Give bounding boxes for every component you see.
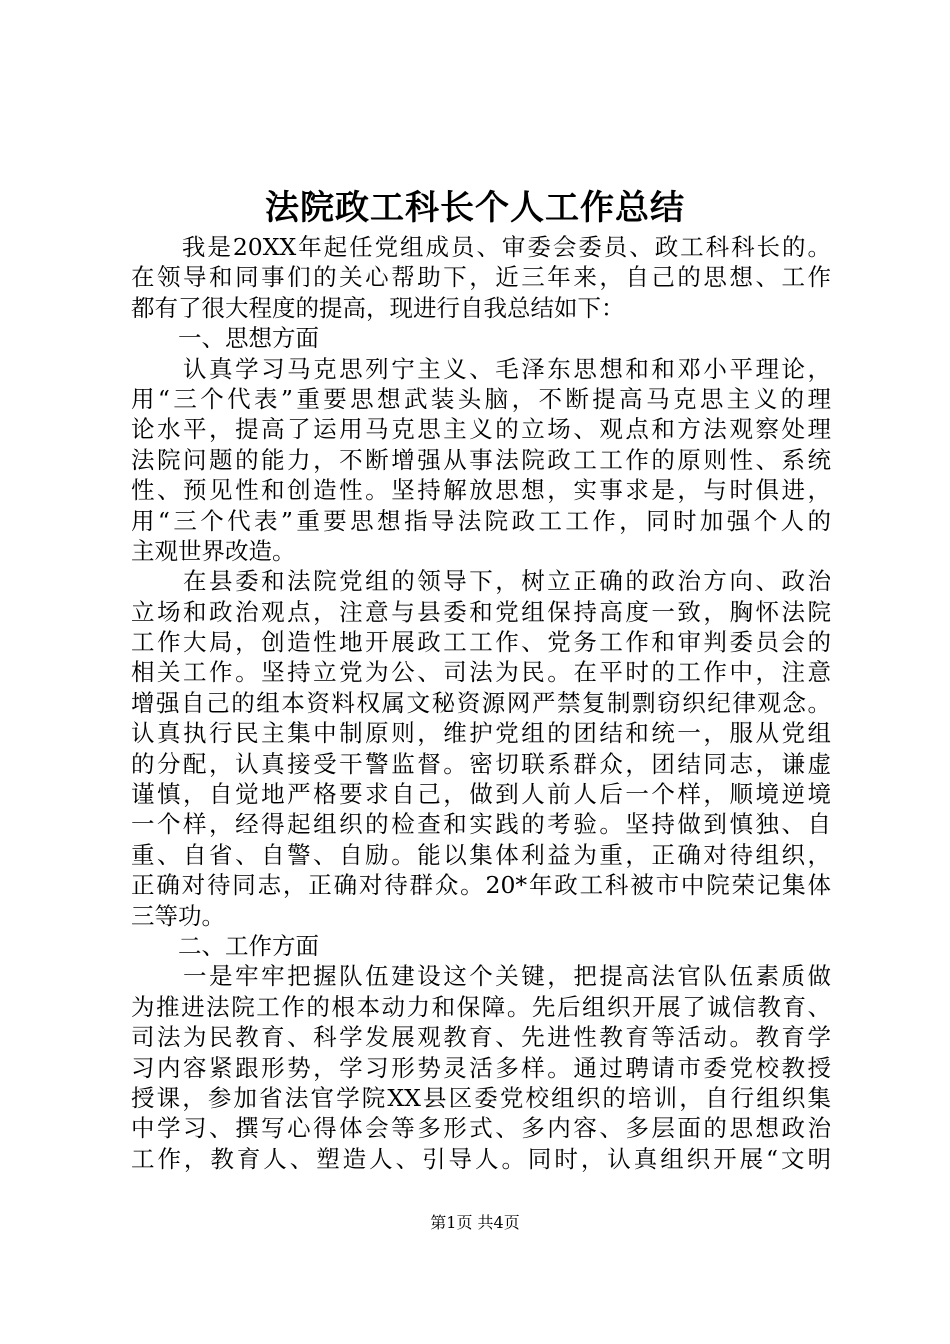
section-heading: 二、工作方面 [131, 931, 319, 960]
text-line: 立场和政治观点，注意与县委和党组保持高度一致，胸怀法院 [131, 597, 831, 626]
text-line: 都有了很大程度的提高，现进行自我总结如下： [131, 293, 625, 322]
text-line: 工作大局，创造性地开展政工工作、党务工作和审判委员会的 [131, 628, 831, 657]
text-line: 增强自己的组本资料权属文秘资源网严禁复制剽窃织纪律观念。 [131, 688, 831, 717]
text-line: 一个样，经得起组织的检查和实践的考验。坚持做到慎独、自 [131, 810, 831, 839]
text-line: 工作，教育人、塑造人、引导人。同时，认真组织开展“文明 [131, 1144, 831, 1173]
text-line: 认真学习马克思列宁主义、毛泽东思想和和邓小平理论， [131, 354, 831, 383]
text-line: 的分配，认真接受干警监督。密切联系群众，团结同志，谦虚 [131, 749, 831, 778]
text-line: 性、预见性和创造性。坚持解放思想，实事求是，与时俱进， [131, 476, 831, 505]
text-line: 主观世界改造。 [131, 536, 296, 565]
text-line: 司法为民教育、科学发展观教育、先进性教育等活动。教育学 [131, 1023, 831, 1052]
text-line: 认真执行民主集中制原则，维护党组的团结和统一，服从党组 [131, 719, 831, 748]
text-line: 用“三个代表”重要思想指导法院政工工作，同时加强个人的 [131, 506, 831, 535]
text-line: 一是牢牢把握队伍建设这个关键，把提高法官队伍素质做 [131, 962, 831, 991]
text-line: 中学习、撰写心得体会等多形式、多内容、多层面的思想政治 [131, 1114, 831, 1143]
text-line: 为推进法院工作的根本动力和保障。先后组织开展了诚信教育、 [131, 992, 831, 1021]
text-line: 三等功。 [131, 901, 225, 930]
text-line: 谨慎，自觉地严格要求自己，做到人前人后一个样，顺境逆境 [131, 780, 831, 809]
text-line: 习内容紧跟形势，学习形势灵活多样。通过聘请市委党校教授 [131, 1053, 831, 1082]
text-line: 用“三个代表”重要思想武装头脑，不断提高马克思主义的理 [131, 384, 831, 413]
text-line: 法院问题的能力，不断增强从事法院政工工作的原则性、系统 [131, 445, 831, 474]
text-line: 论水平，提高了运用马克思主义的立场、观点和方法观察处理 [131, 415, 831, 444]
page-number: 第1页 共4页 [430, 1213, 520, 1232]
text-line: 相关工作。坚持立党为公、司法为民。在平时的工作中，注意 [131, 658, 831, 687]
text-line: 在领导和同事们的关心帮助下，近三年来，自己的思想、工作 [131, 263, 831, 292]
document-body [131, 232, 831, 1174]
text-line: 我是20XX年起任党组成员、审委会委员、政工科科长的。 [131, 233, 831, 261]
document-title: 法院政工科长个人工作总结 [265, 188, 685, 228]
text-line: 正确对待同志，正确对待群众。20*年政工科被市中院荣记集体 [131, 871, 831, 900]
text-line: 授课，参加省法官学院XX县区委党校组织的培训，自行组织集 [131, 1083, 831, 1112]
section-heading: 一、思想方面 [131, 324, 319, 353]
text-line: 重、自省、自警、自励。能以集体利益为重，正确对待组织， [131, 840, 831, 869]
text-line: 在县委和法院党组的领导下，树立正确的政治方向、政治 [131, 567, 831, 596]
